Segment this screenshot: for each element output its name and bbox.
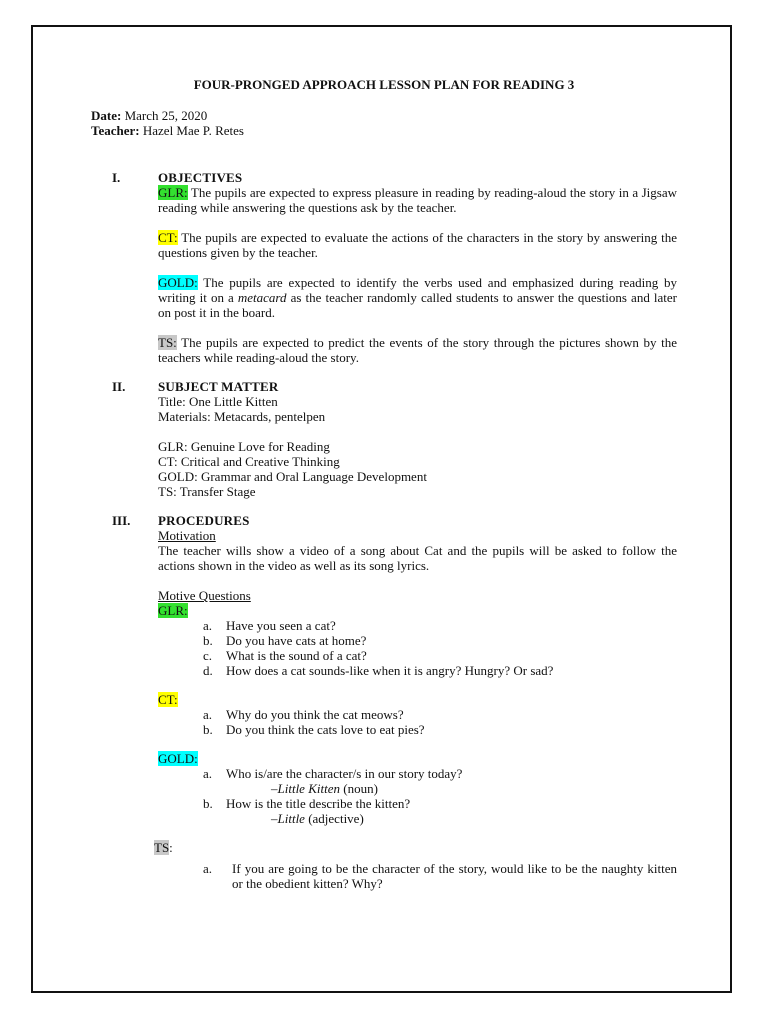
glr-tag: GLR: — [158, 185, 188, 200]
legend-gold: GOLD: Grammar and Oral Language Development — [158, 469, 427, 484]
objective-glr: GLR: The pupils are expected to express pleasure in reading by reading-aloud the story in a Jigsaw reading while answering the questions ask by the teacher. — [158, 185, 677, 215]
gold-tag: GOLD: — [158, 751, 198, 766]
ts-tag: TS — [154, 840, 170, 855]
list-item: b. Do you have cats at home? — [203, 633, 367, 648]
ct-questions — [158, 692, 677, 737]
legend-ts: TS: Transfer Stage — [158, 484, 256, 499]
motivation-label: Motivation — [158, 528, 216, 543]
subject-materials: Materials: Metacards, pentelpen — [158, 409, 326, 424]
procedures-section — [91, 513, 677, 891]
ts-questions: TS: a. If you are going to be the character of the story, would like to be the naughty kitten or the obedient kitten? Why? — [154, 840, 677, 891]
glr-tag: GLR: — [158, 603, 188, 618]
objectives-section — [91, 170, 677, 365]
subject-title: Title: One Little Kitten — [158, 394, 278, 409]
objective-ts: TS: The pupils are expected to predict the events of the story through the pictures shown by the teachers while reading-aloud the story. — [158, 335, 677, 365]
subject-matter-heading: SUBJECT MATTER — [158, 379, 279, 394]
objective-gold: GOLD: The pupils are expected to identify the verbs used and emphasized during reading by writing it on a metacard as the teacher randomly called students to answer the questions and later on post it in the board. — [158, 275, 677, 320]
list-item: b. How is the title describe the kitten? — [203, 796, 411, 811]
list-item: a. Have you seen a cat? — [203, 618, 336, 633]
ct-tag: CT: — [158, 230, 178, 245]
list-item: d. How does a cat sounds-like when it is angry? Hungry? Or sad? — [203, 663, 554, 678]
section-numeral: I. — [112, 170, 121, 185]
date-label: Date: — [91, 108, 122, 123]
ct-tag: CT: — [158, 692, 178, 707]
list-item: a. Who is/are the character/s in our story today? — [203, 766, 463, 781]
legend-glr: GLR: Genuine Love for Reading — [158, 439, 330, 454]
teacher-value: Hazel Mae P. Retes — [139, 123, 244, 138]
list-item: a. If you are going to be the character of the story, would like to be the naughty kitten or the obedient kitten? Why? — [203, 861, 677, 891]
answer-line: –Little Kitten (noun) — [271, 781, 378, 796]
date-line — [91, 108, 677, 123]
lesson-plan-document — [91, 77, 677, 891]
procedures-heading: PROCEDURES — [158, 513, 250, 528]
list-item: b. Do you think the cats love to eat pies? — [203, 722, 425, 737]
ts-tag: TS: — [158, 335, 177, 350]
teacher-line — [91, 123, 677, 138]
section-numeral: III. — [112, 513, 131, 528]
list-item: c. What is the sound of a cat? — [203, 648, 367, 663]
glr-questions — [158, 603, 677, 678]
gold-tag: GOLD: — [158, 275, 198, 290]
gold-questions — [158, 751, 677, 826]
objectives-heading: OBJECTIVES — [158, 170, 243, 185]
document-title: FOUR-PRONGED APPROACH LESSON PLAN FOR READING 3 — [193, 77, 575, 92]
objective-ct: CT: The pupils are expected to evaluate the actions of the characters in the story by answering the questions given by the teacher. — [158, 230, 677, 260]
legend-ct: CT: Critical and Creative Thinking — [158, 454, 340, 469]
section-numeral: II. — [112, 379, 126, 394]
motive-questions-label: Motive Questions — [158, 588, 251, 603]
motivation-text: The teacher wills show a video of a song about Cat and the pupils will be asked to follow the actions shown in the video as well as its song lyrics. — [158, 543, 677, 573]
teacher-label: Teacher: — [91, 123, 140, 138]
date-value: March 25, 2020 — [121, 108, 208, 123]
subject-matter-section — [91, 379, 677, 499]
answer-line: –Little (adjective) — [271, 811, 364, 826]
list-item: a. Why do you think the cat meows? — [203, 707, 404, 722]
